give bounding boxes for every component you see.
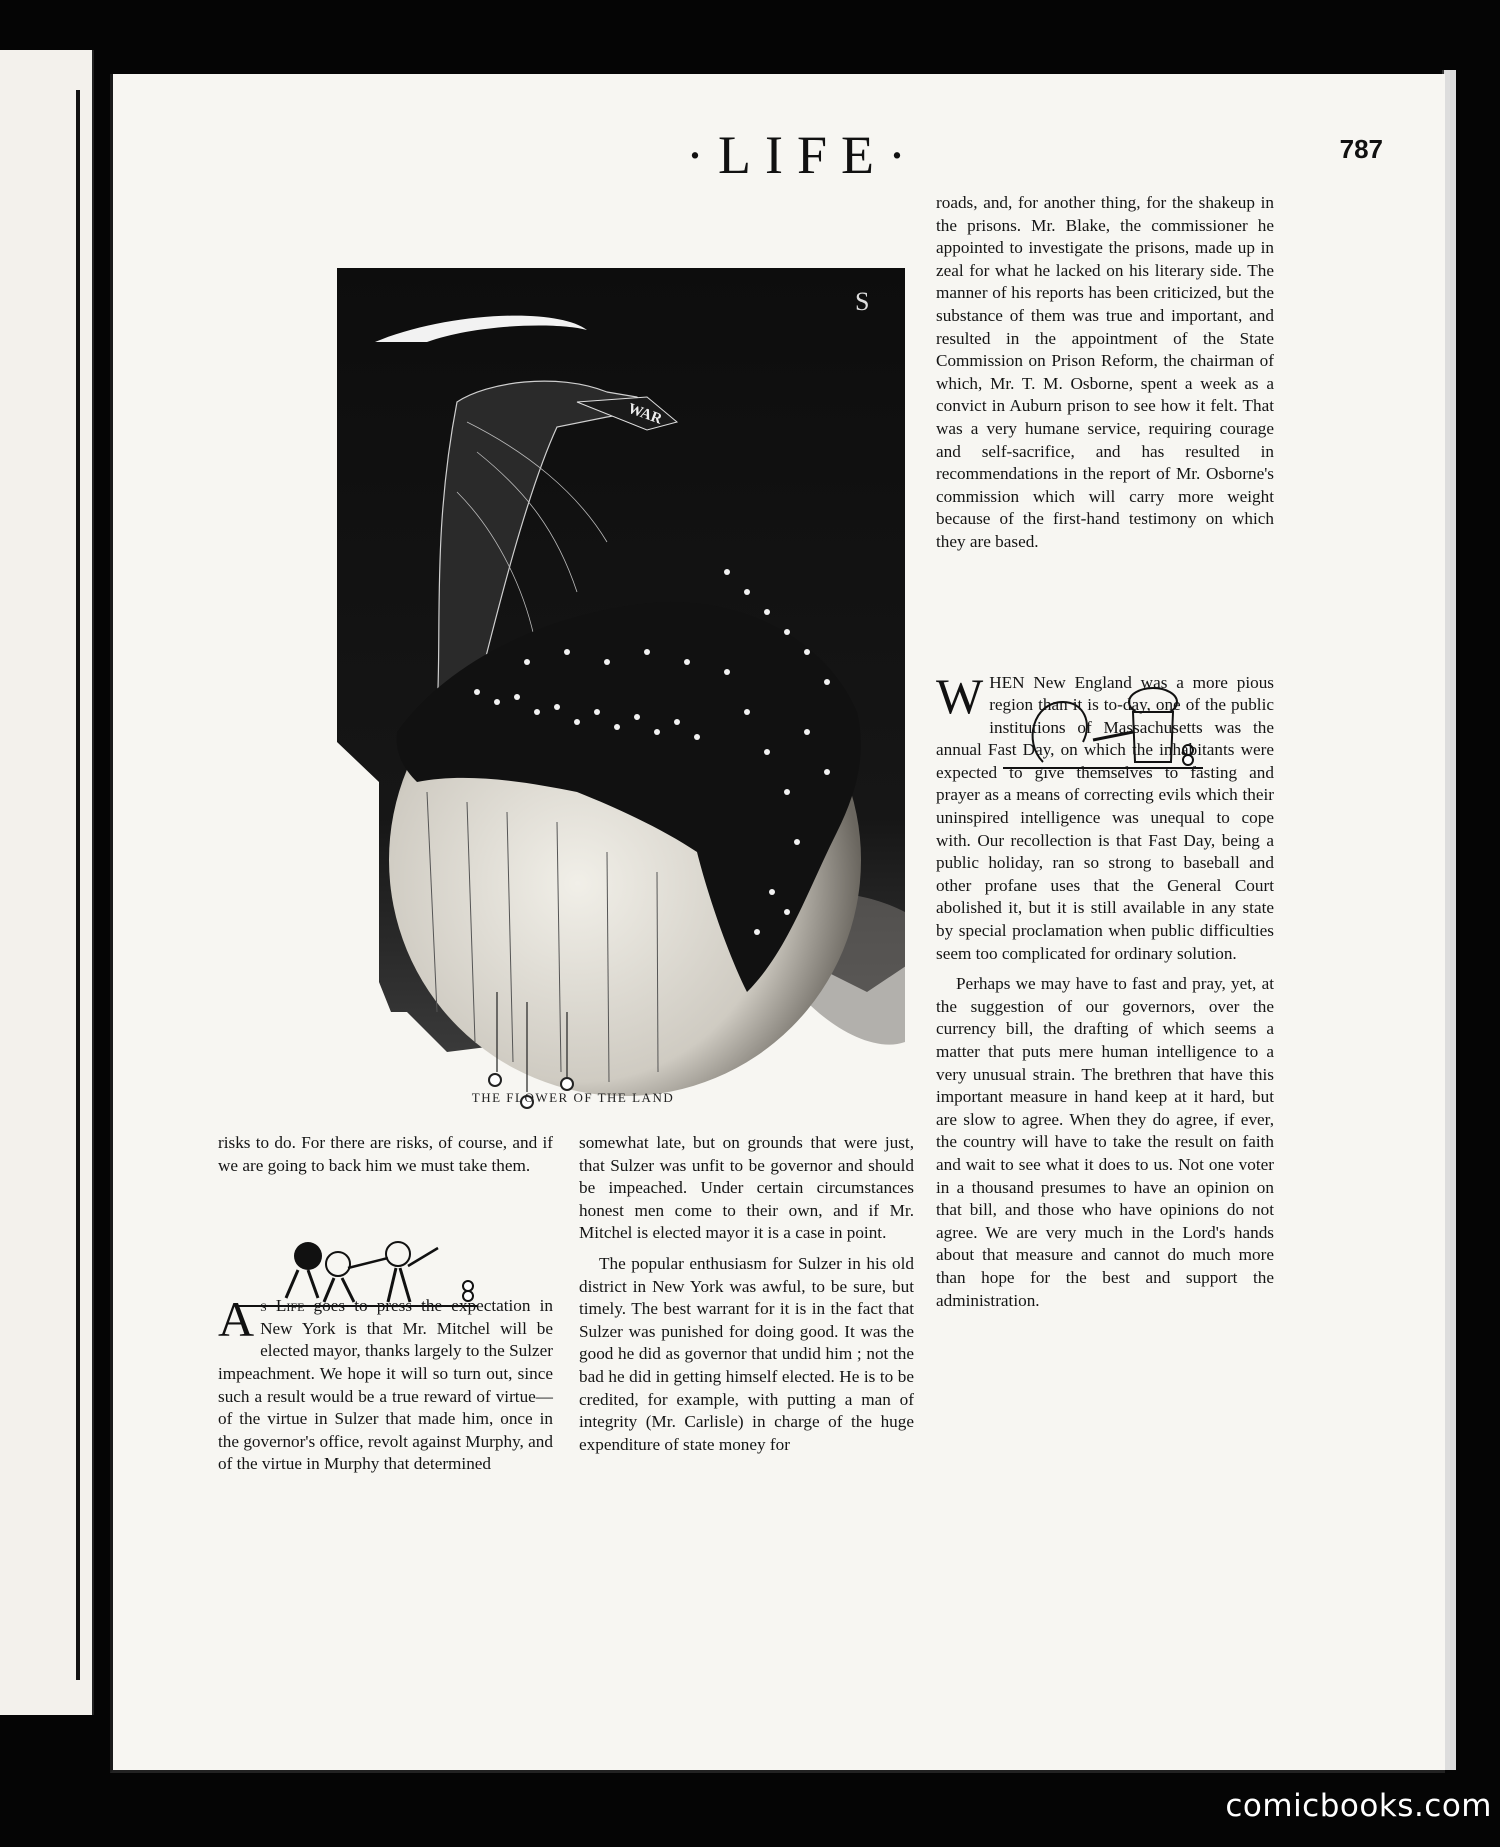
cartoon-illustration: [227, 192, 905, 1142]
column-right: [936, 192, 1274, 1320]
column-left: [218, 1132, 553, 1484]
war-label: WAR: [625, 400, 665, 428]
paragraph: somewhat late, but on grounds that were just, that Sulzer was unfit to be governor and should be impeached. Under certain circumstances honest men come to their own, and if Mr. Mitchel is elected mayor it is a case in point.: [579, 1133, 914, 1243]
cartoon-caption: THE FLOWER OF THE LAND: [471, 1090, 675, 1105]
magazine-page: [110, 74, 1445, 1773]
paragraph: [936, 667, 1274, 966]
artist-signature: S: [855, 287, 870, 316]
paragraph: [218, 1291, 553, 1476]
paragraph: risks to do. For there are risks, of course, and if we are going to back him we must take them.: [218, 1133, 553, 1175]
page-number: 787: [1339, 134, 1383, 164]
small-caps-text: s Life: [260, 1296, 305, 1316]
drop-cap: A: [218, 1291, 255, 1348]
drop-cap: W: [936, 667, 984, 724]
paragraph-text: HEN New England was a more pious region than it is to-day, one of the public institutions of Massachusetts was the annual Fast Day, on which the inhabitants were expected to give themselves to fasting and prayer as a means of correcting evils which their uninspired intelligence was unequal to cope with. Our recollection is that Fast Day, being a public holiday, ran so strong to baseball and other profane uses that the General Court abolished it, but it is still available in any state by special proclamation when public difficulties seem too complicated for ordinary solution.: [936, 672, 1274, 963]
paragraph-text: goes to press the expectation in New York is that Mr. Mitchel will be elected mayor, thanks largely to the Sulzer impeachment. We hope it will so turn out, since such a result would be a true reward of virtue—of the virtue in Sulzer that made him, once in the governor's office, revolt against Murphy, and of the virtue in Murphy that determined: [218, 1296, 553, 1474]
paragraph: roads, and, for another thing, for the shakeup in the prisons. Mr. Blake, the commissioner he appointed to investigate the prisons, made up in zeal for what he lacked on his literary side. The manner of his reports has been criticized, but the substance of them was true and important, and resulted in the appointment of the State Commission on Prison Reform, the chairman of which, Mr. T. M. Osborne, spent a week as a convict in Auburn prison to see how it felt. That was a very humane service, requiring courage and self-sacrifice, and has resulted in recommendations in the report of Mr. Osborne's commission which will carry more weight because of the first-hand testimony on which they are based.: [936, 193, 1274, 551]
watermark: comicbooks.com: [1225, 1788, 1492, 1824]
facing-page-edge: [0, 50, 94, 1715]
paragraph: The popular enthusiasm for Sulzer in his old district in New York was awful, to be sure, but timely. The best warrant for it is in the fact that Sulzer was punished for doing good. It was the good he did as governor that undid him ; not the bad he did in getting himself elected. He is to be credited, for example, with putting a man of integrity (Mr. Carlisle) in charge of the huge expenditure of state money for: [579, 1253, 914, 1454]
masthead: ·LIFE·: [686, 125, 920, 185]
paragraph: Perhaps we may have to fast and pray, yet, at the suggestion of our governors, over the currency bill, the drafting of which seems a matter that puts mere human intelligence to a very unusual strain. The brethren that have this important measure in hand keep at it hard, but are slow to agree. When they do agree, if ever, the country will have to take the result on faith and wait to see what it does to us. Not one voter in a thousand presumes to have an opinion on that bill, and those who have opinions do not agree. We are very much in the Lord's hands about that measure and cannot do much more than hope for the best and support the administration.: [936, 974, 1274, 1310]
column-middle: [579, 1132, 914, 1464]
